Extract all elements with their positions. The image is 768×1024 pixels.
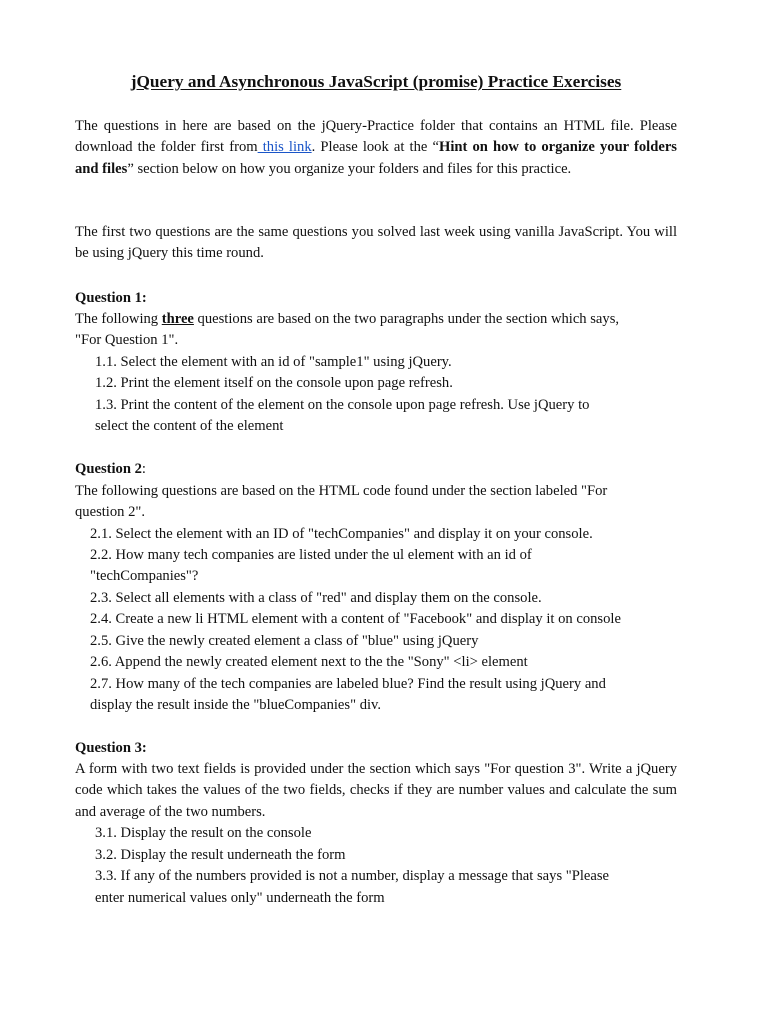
- list-item: enter numerical values only" underneath the form: [95, 890, 385, 906]
- intro-text-2: . Please look at the “: [311, 139, 439, 156]
- list-item: 1.3. Print the content of the element on the console upon page refresh. Use jQuery to: [95, 397, 590, 413]
- question-3-heading: Question 3:: [75, 740, 147, 756]
- list-item: 2.2. How many tech companies are listed under the ul element with an id of: [90, 547, 532, 563]
- list-item: 2.1. Select the element with an ID of "techCompanies" and display it on your console.: [90, 526, 593, 542]
- list-item: 2.6. Append the newly created element next to the the "Sony" <li> element: [90, 654, 528, 670]
- question-2-description: The following questions are based on the HTML code found under the section labeled "For: [75, 483, 608, 499]
- list-item: 3.2. Display the result underneath the form: [95, 847, 346, 863]
- intro-text-3: ” section below on how you organize your folders and files for this practice.: [127, 160, 572, 177]
- question-1-description: [75, 309, 619, 330]
- intro-paragraph-2: The first two questions are the same questions you solved last week using vanilla JavaScript. You will be using jQuery this time round.: [75, 224, 677, 262]
- document-title: jQuery and Asynchronous JavaScript (promise) Practice Exercises: [130, 72, 622, 91]
- q1-desc-text-2: questions are based on the two paragraphs under the section which says,: [193, 311, 620, 327]
- hint-reference: Hint on how to organize your folders and files: [75, 139, 677, 177]
- list-item: select the content of the element: [95, 418, 284, 434]
- list-item: 2.7. How many of the tech companies are labeled blue? Find the result using jQuery and: [90, 676, 606, 692]
- list-item: display the result inside the "blueCompanies" div.: [90, 697, 382, 713]
- list-item: "techCompanies"?: [90, 568, 199, 584]
- this-link[interactable]: this link: [257, 139, 312, 156]
- q2-heading-text: Question 2: [75, 461, 142, 477]
- question-1-description-2: "For Question 1".: [75, 332, 179, 348]
- q1-desc-text: The following: [75, 311, 162, 327]
- question-2-heading: [75, 459, 146, 480]
- question-1-heading: Question 1:: [75, 290, 147, 306]
- q1-desc-emphasis: three: [161, 311, 194, 327]
- question-2-description-2: question 2".: [75, 504, 146, 520]
- list-item: 2.4. Create a new li HTML element with a content of "Facebook" and display it on console: [90, 611, 621, 627]
- list-item: 3.3. If any of the numbers provided is not a number, display a message that says "Please: [95, 868, 610, 884]
- list-item: 2.5. Give the newly created element a class of "blue" using jQuery: [90, 633, 479, 649]
- list-item: 1.2. Print the element itself on the console upon page refresh.: [95, 375, 453, 391]
- list-item: 3.1. Display the result on the console: [95, 825, 312, 841]
- list-item: 1.1. Select the element with an id of "sample1" using jQuery.: [95, 354, 452, 370]
- q2-heading-colon: :: [141, 461, 146, 477]
- question-3-description: A form with two text fields is provided under the section which says "For question 3". Write a jQuery code which takes the values of the two fields, checks if they are number values and calculate the sum and average of the two numbers.: [75, 761, 677, 820]
- list-item: 2.3. Select all elements with a class of "red" and display them on the console.: [90, 590, 542, 606]
- intro-paragraph-1: [75, 116, 677, 180]
- intro-text-1: The questions in here are based on the jQuery-Practice folder that contains an HTML file. Please download the folder first from: [75, 118, 677, 156]
